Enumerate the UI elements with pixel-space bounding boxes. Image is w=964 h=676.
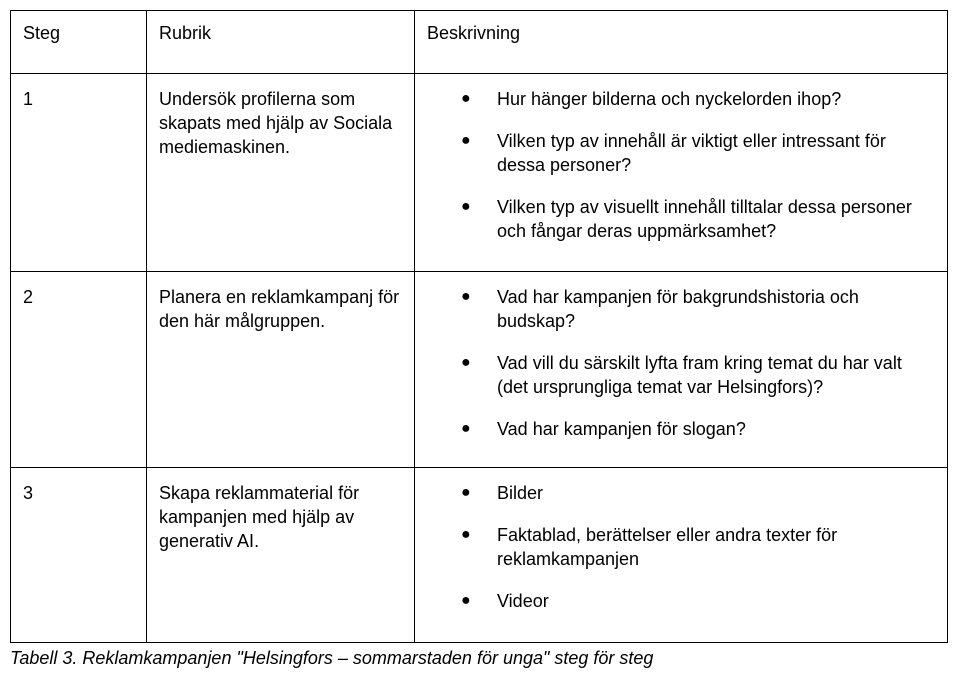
description-cell <box>415 272 948 468</box>
step-cell <box>11 468 147 643</box>
list-item-text: Vilken typ av visuellt innehåll tilltalar dessa personer och fångar deras uppmärksamhet? <box>497 197 912 241</box>
step-heading: Skapa reklammaterial för kampanjen med hjälp av generativ AI. <box>159 483 360 551</box>
step-heading: Undersök profilerna som skapats med hjälp av Sociala mediemaskinen. <box>159 89 393 157</box>
heading-cell <box>147 468 415 643</box>
description-cell <box>415 468 948 643</box>
step-cell <box>11 272 147 468</box>
description-list <box>415 74 947 243</box>
list-item <box>461 417 937 441</box>
list-item <box>461 523 937 571</box>
list-item <box>461 589 937 613</box>
heading-cell <box>147 272 415 468</box>
steps-table <box>10 10 948 643</box>
bullet-icon: ● <box>461 90 471 107</box>
bullet-icon: ● <box>461 198 471 215</box>
list-item-text: Vilken typ av innehåll är viktigt eller intressant för dessa personer? <box>497 131 886 175</box>
list-item <box>461 481 937 505</box>
list-item-text: Vad har kampanjen för slogan? <box>497 419 746 439</box>
step-number: 3 <box>23 483 34 503</box>
list-item-text: Hur hänger bilderna och nyckelorden ihop? <box>497 89 842 109</box>
list-item <box>461 285 937 333</box>
table-row <box>11 468 948 643</box>
step-heading: Planera en reklamkampanj för den här målgruppen. <box>159 287 400 331</box>
header-description-label: Beskrivning <box>427 23 521 43</box>
header-cell-description <box>415 11 948 74</box>
step-number: 2 <box>23 287 34 307</box>
header-cell-step <box>11 11 147 74</box>
list-item <box>461 351 937 399</box>
description-cell <box>415 74 948 272</box>
table-header-row <box>11 11 948 74</box>
bullet-icon: ● <box>461 132 471 149</box>
bullet-icon: ● <box>461 420 471 437</box>
bullet-icon: ● <box>461 484 471 501</box>
list-item-text: Vad har kampanjen för bakgrundshistoria och budskap? <box>497 287 859 331</box>
step-number: 1 <box>23 89 34 109</box>
table-caption: Tabell 3. Reklamkampanjen "Helsingfors – sommarstaden för unga" steg för steg <box>10 648 654 668</box>
description-list <box>415 272 947 441</box>
list-item-text: Videor <box>497 591 549 611</box>
bullet-icon: ● <box>461 526 471 543</box>
header-heading-label: Rubrik <box>159 23 212 43</box>
list-item-text: Bilder <box>497 483 544 503</box>
bullet-icon: ● <box>461 592 471 609</box>
step-cell <box>11 74 147 272</box>
heading-cell <box>147 74 415 272</box>
list-item-text: Vad vill du särskilt lyfta fram kring temat du har valt (det ursprungliga temat var Helsingfors)? <box>497 353 902 397</box>
table-row <box>11 74 948 272</box>
list-item-text: Faktablad, berättelser eller andra texter för reklamkampanjen <box>497 525 838 569</box>
bullet-icon: ● <box>461 354 471 371</box>
list-item <box>461 87 937 111</box>
list-item <box>461 129 937 177</box>
header-step-label: Steg <box>23 23 61 43</box>
description-list <box>415 468 947 613</box>
bullet-icon: ● <box>461 288 471 305</box>
header-cell-heading <box>147 11 415 74</box>
table-row <box>11 272 948 468</box>
list-item <box>461 195 937 243</box>
